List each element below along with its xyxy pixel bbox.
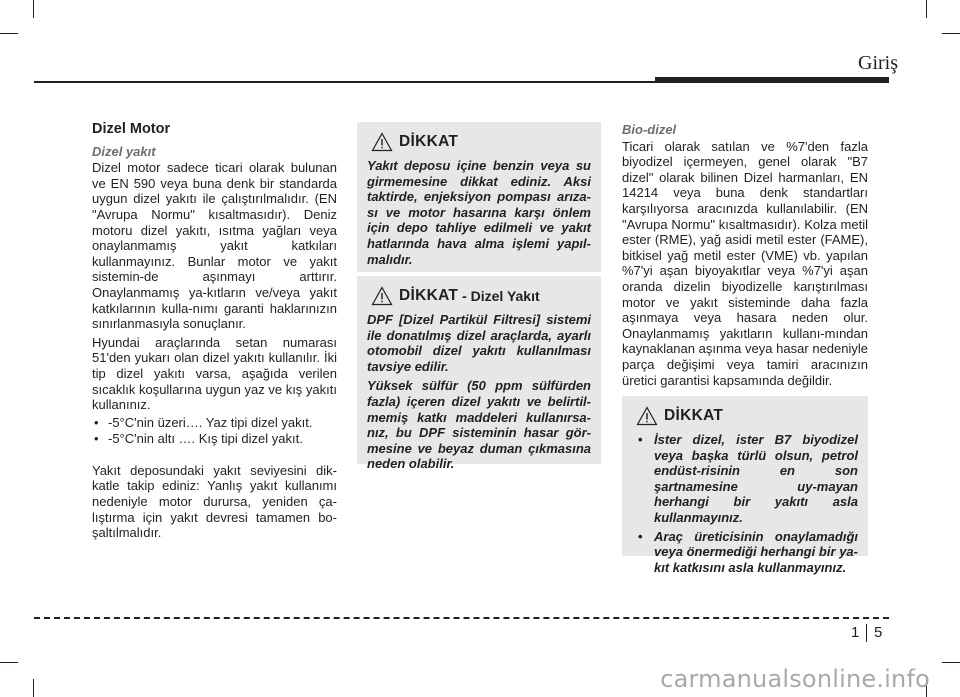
caution-text: Yakıt deposu içine benzin veya su girmemesine dikkat ediniz. Aksi taktirde, enjeksiyon pompası arıza-sı ve motor hasarına karşı önlem için depo tahliye edilmeli ve yakıt hatlarında hava alma işlemi yapıl-malıdır. [367, 158, 591, 267]
section-title: Giriş [858, 52, 898, 74]
header-rule-accent [655, 77, 889, 83]
warning-icon [371, 132, 393, 152]
crop-mark [0, 33, 18, 34]
body-paragraph: Dizel motor sadece ticari olarak bulunan ve EN 590 veya buna denk bir standarda uygun dizel yakıtı ile çalıştırılmalıdır. (EN "Avrupa Normu" kısaltmasıdır). Deniz motoru dizel yakıtı, ısıtma yağları veya onaylanmamış yakıt katkıları kullanmayınız. Bunlar motor ve yakıt sistemin-de aşınmayı arttırır. Onaylanmamış ya-kıtların ve/veya yakıt katkılarının kulla-nımı garanti haklarınızın sınırlanmasıyla sonuçlanır. [92, 160, 337, 332]
page-number: 5 [874, 624, 883, 641]
crop-mark [942, 662, 960, 663]
crop-mark [942, 33, 960, 34]
caution-subtitle: - Dizel Yakıt [458, 288, 540, 304]
right-column [622, 122, 868, 388]
crop-mark [33, 0, 34, 18]
warning-icon [636, 406, 658, 426]
warning-icon [371, 286, 393, 306]
list-item: • Araç üreticisinin onaylamadığı veya önermediği herhangi bir ya-kıt katkısını asla kullanmayınız. [632, 529, 858, 576]
caution-header [632, 406, 858, 426]
caution-text: Yüksek sülfür (50 ppm sülfürden fazla) içeren dizel yakıtı ve belirtil-memiş katkı maddeleri kullanırsa-nız, bu DPF sisteminin hasar gör-mesine ve beyaz duman çıkmasına neden olabilir. [367, 378, 591, 472]
list-item: • -5°C'nin altı …. Kış tipi dizel yakıt. [92, 431, 337, 447]
temperature-list [92, 415, 337, 447]
body-paragraph: Yakıt deposundaki yakıt seviyesini dik-katle takip ediniz: Yanlış yakıt kullanımı nedeniyle motor durursa, yeniden ça-lıştırma için yakıt devresi tamamen bo-şaltılmalıdır. [92, 462, 337, 541]
list-item: • İster dizel, ister B7 biyodizel veya başka türlü olsun, petrol endüst-risinin en son şartnamesine uy-mayan herhangi bir yakıtı asla kullanmayınız. [632, 432, 858, 526]
subsection-heading: Dizel yakıt [92, 143, 156, 159]
watermark: carmanualsonline.info [660, 665, 930, 693]
caution-box [622, 396, 868, 575]
caution-box [357, 276, 601, 472]
body-paragraph: Hyundai araçlarında setan numarası 51'den yukarı olan dizel yakıtı kullanılır. İki tip dizel yakıtı varsa, aşağıda verilen sıcaklık koşullarına uygun yaz ve kış yakıtı kullanınız. [92, 334, 337, 413]
crop-mark [926, 0, 927, 18]
footer-rule [34, 617, 889, 619]
caution-header [367, 132, 591, 152]
caution-box [357, 122, 601, 272]
caution-list [632, 432, 858, 575]
caution-header [367, 286, 591, 306]
caution-title: DİKKAT [399, 287, 459, 304]
caution-title: DİKKAT [399, 133, 459, 150]
chapter-number: 1 [851, 624, 860, 641]
left-column [92, 122, 337, 541]
crop-mark [0, 662, 18, 663]
crop-mark [33, 679, 34, 697]
caution-text: DPF [Dizel Partikül Filtresi] sistemi ile donatılmış dizel araçlarda, ayarlı otomobil dizel yakıtı kullanılması tavsiye edilir. [367, 312, 591, 374]
subsection-heading: Bio-dizel [622, 122, 677, 137]
page-number-divider [866, 624, 867, 642]
caution-title: DİKKAT [664, 407, 724, 424]
section-heading: Dizel Motor [92, 121, 171, 137]
body-paragraph: Ticari olarak satılan ve %7'den fazla biyodizel içermeyen, genel olarak "B7 dizel" olarak bilinen Dizel harmanları, EN 14214 veya buna denk standartları karşılıyorsa aracınızda kullanılabilir. (EN "Avrupa Normu" kısaltmasıdır). Kolza metil ester (RME), yağ asidi metil ester (FAME), bitkisel yağ metil ester (VME) vb. yapılan %7'yi aşan biyoyakıtlar veya %7'yi aşan oranda dizelin biyodizelle karıştırılması motor ve yakıt sisteminde daha fazla aşınmaya veya hasara neden olur. Onaylanmamış yakıtların kullanı-mından kaynaklanan aşınma veya hasar nedeniyle parça değişimi veya tamiri aracınızın üretici garantisi kapsamında değildir. [622, 138, 868, 388]
list-item: • -5°C'nin üzeri…. Yaz tipi dizel yakıt. [92, 415, 337, 431]
